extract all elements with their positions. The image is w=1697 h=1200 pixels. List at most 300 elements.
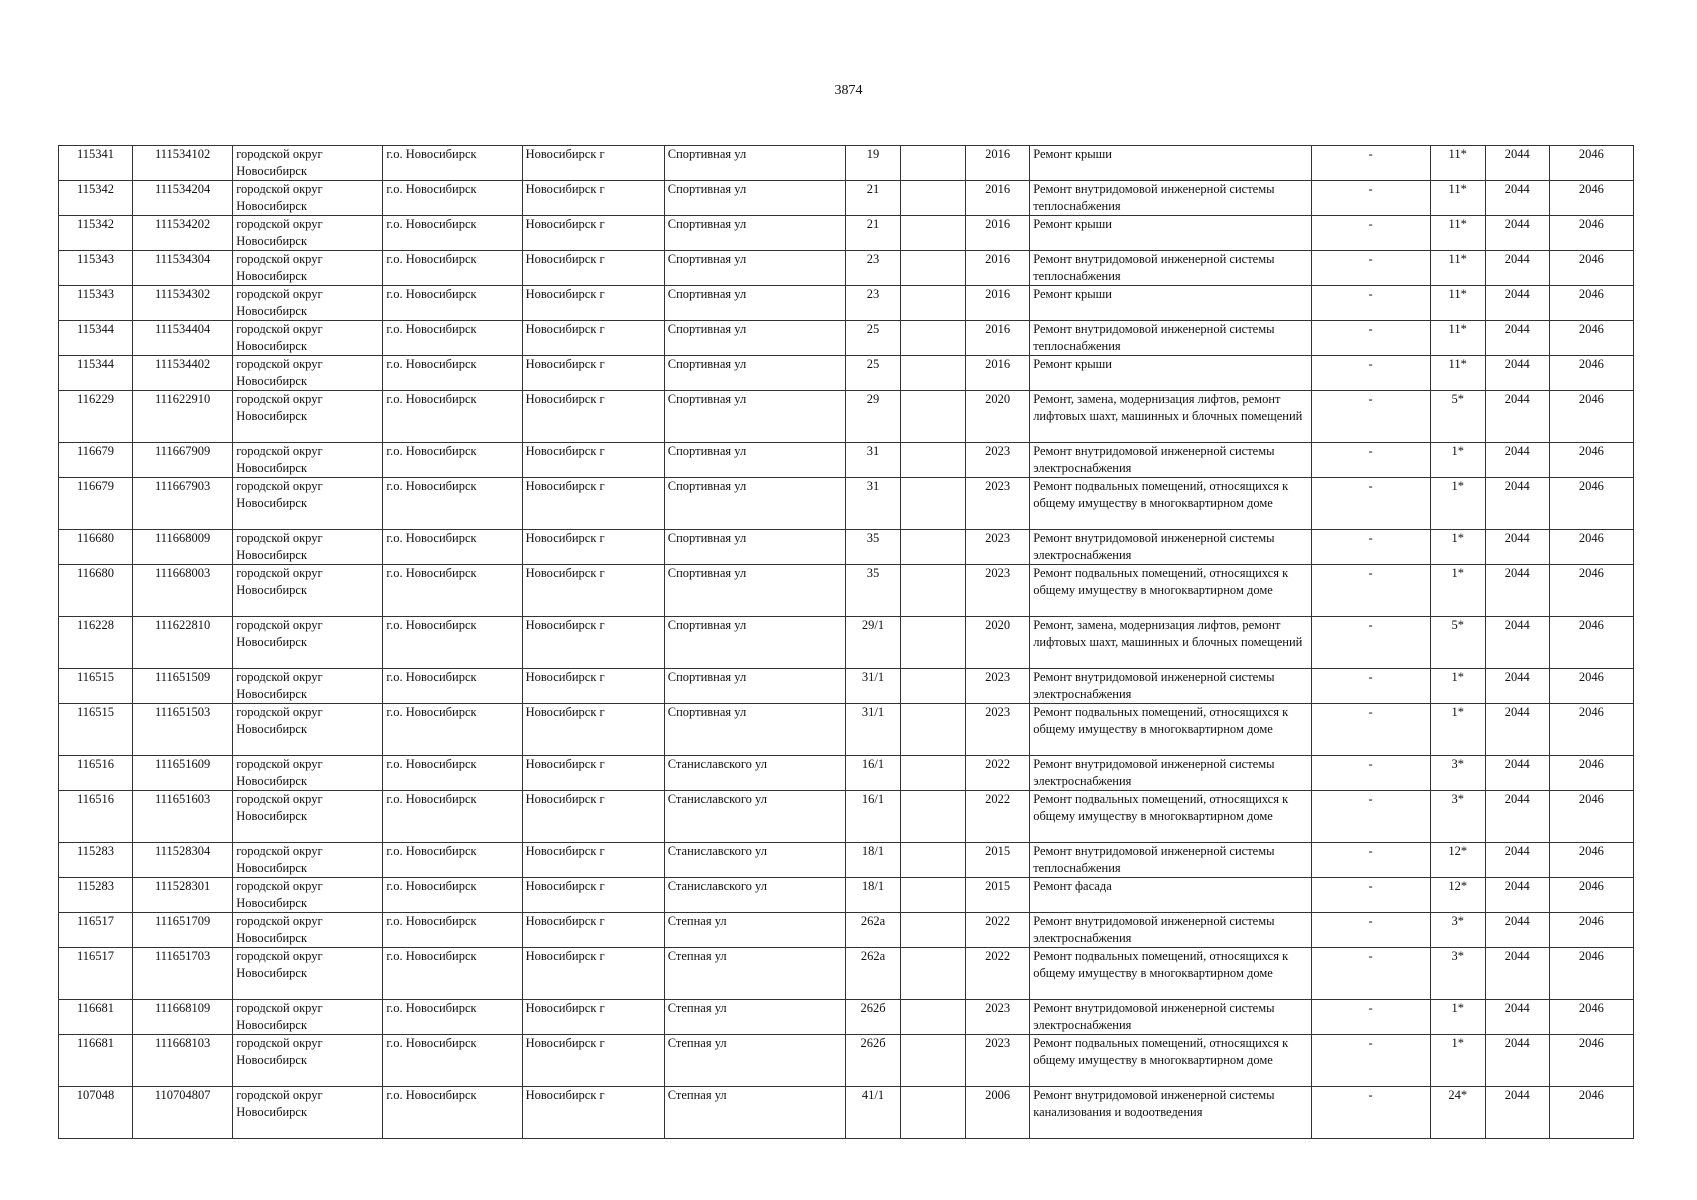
cell-street: Степная ул (664, 1035, 845, 1087)
cell-district: городской округ Новосибирск (233, 791, 383, 843)
cell-period: 5* (1430, 617, 1485, 669)
cell-start-year: 2044 (1485, 948, 1549, 1000)
cell-locality: Новосибирск г (522, 878, 664, 913)
cell-district: городской округ Новосибирск (233, 913, 383, 948)
cell-start-year: 2044 (1485, 443, 1549, 478)
cell-street: Степная ул (664, 1087, 845, 1139)
cell-house: 31 (845, 478, 900, 530)
cell-dash: - (1311, 913, 1430, 948)
cell-code: 111668103 (133, 1035, 233, 1087)
table-row (59, 181, 1634, 216)
cell-locality: Новосибирск г (522, 948, 664, 1000)
cell-municipality: г.о. Новосибирск (383, 1035, 522, 1087)
cell-municipality: г.о. Новосибирск (383, 617, 522, 669)
cell-code: 111534302 (133, 286, 233, 321)
cell-period: 1* (1430, 530, 1485, 565)
cell-code: 111667909 (133, 443, 233, 478)
cell-municipality: г.о. Новосибирск (383, 478, 522, 530)
cell-dash: - (1311, 478, 1430, 530)
cell-house: 31 (845, 443, 900, 478)
cell-code: 111668009 (133, 530, 233, 565)
cell-period: 5* (1430, 391, 1485, 443)
cell-district: городской округ Новосибирск (233, 565, 383, 617)
cell-house: 31/1 (845, 669, 900, 704)
cell-municipality: г.о. Новосибирск (383, 756, 522, 791)
cell-work-type: Ремонт крыши (1030, 356, 1311, 391)
cell-street: Степная ул (664, 913, 845, 948)
cell-street: Спортивная ул (664, 617, 845, 669)
cell-end-year: 2046 (1549, 669, 1633, 704)
cell-building (901, 286, 966, 321)
cell-code: 111534402 (133, 356, 233, 391)
page-number: 3874 (834, 83, 863, 98)
cell-municipality: г.о. Новосибирск (383, 913, 522, 948)
cell-end-year: 2046 (1549, 913, 1633, 948)
cell-district: городской округ Новосибирск (233, 391, 383, 443)
cell-house: 23 (845, 286, 900, 321)
table-row (59, 251, 1634, 286)
cell-period: 3* (1430, 948, 1485, 1000)
cell-house: 21 (845, 216, 900, 251)
cell-locality: Новосибирск г (522, 669, 664, 704)
cell-locality: Новосибирск г (522, 1035, 664, 1087)
cell-building (901, 565, 966, 617)
cell-end-year: 2046 (1549, 216, 1633, 251)
cell-district: городской округ Новосибирск (233, 617, 383, 669)
cell-year: 2016 (966, 251, 1030, 286)
cell-code: 111534202 (133, 216, 233, 251)
cell-work-type: Ремонт внутридомовой инженерной системы теплоснабжения (1030, 321, 1311, 356)
cell-building (901, 251, 966, 286)
cell-locality: Новосибирск г (522, 251, 664, 286)
cell-locality: Новосибирск г (522, 443, 664, 478)
cell-end-year: 2046 (1549, 1087, 1633, 1139)
cell-work-type: Ремонт подвальных помещений, относящихся к общему имуществу в многоквартирном доме (1030, 1035, 1311, 1087)
cell-year: 2023 (966, 669, 1030, 704)
cell-municipality: г.о. Новосибирск (383, 1000, 522, 1035)
cell-id: 115344 (59, 356, 133, 391)
cell-id: 115342 (59, 216, 133, 251)
cell-building (901, 669, 966, 704)
cell-locality: Новосибирск г (522, 181, 664, 216)
cell-code: 111534102 (133, 146, 233, 181)
cell-building (901, 216, 966, 251)
table-row (59, 286, 1634, 321)
cell-municipality: г.о. Новосибирск (383, 251, 522, 286)
cell-year: 2015 (966, 878, 1030, 913)
cell-year: 2016 (966, 146, 1030, 181)
cell-year: 2016 (966, 286, 1030, 321)
cell-end-year: 2046 (1549, 704, 1633, 756)
cell-id: 116517 (59, 948, 133, 1000)
cell-id: 116228 (59, 617, 133, 669)
cell-period: 11* (1430, 146, 1485, 181)
cell-start-year: 2044 (1485, 530, 1549, 565)
cell-dash: - (1311, 704, 1430, 756)
cell-period: 24* (1430, 1087, 1485, 1139)
cell-end-year: 2046 (1549, 321, 1633, 356)
cell-work-type: Ремонт внутридомовой инженерной системы канализования и водоотведения (1030, 1087, 1311, 1139)
table-row (59, 669, 1634, 704)
cell-house: 262а (845, 913, 900, 948)
cell-id: 116517 (59, 913, 133, 948)
cell-district: городской округ Новосибирск (233, 251, 383, 286)
cell-code: 111534304 (133, 251, 233, 286)
cell-street: Спортивная ул (664, 530, 845, 565)
cell-house: 29/1 (845, 617, 900, 669)
cell-municipality: г.о. Новосибирск (383, 530, 522, 565)
cell-locality: Новосибирск г (522, 478, 664, 530)
cell-year: 2023 (966, 1035, 1030, 1087)
cell-building (901, 181, 966, 216)
cell-work-type: Ремонт внутридомовой инженерной системы электроснабжения (1030, 443, 1311, 478)
cell-locality: Новосибирск г (522, 704, 664, 756)
cell-year: 2023 (966, 1000, 1030, 1035)
cell-dash: - (1311, 146, 1430, 181)
cell-district: городской округ Новосибирск (233, 443, 383, 478)
cell-dash: - (1311, 286, 1430, 321)
cell-end-year: 2046 (1549, 146, 1633, 181)
table-row (59, 146, 1634, 181)
cell-start-year: 2044 (1485, 617, 1549, 669)
cell-year: 2016 (966, 181, 1030, 216)
cell-id: 115283 (59, 843, 133, 878)
cell-district: городской округ Новосибирск (233, 181, 383, 216)
cell-start-year: 2044 (1485, 669, 1549, 704)
cell-end-year: 2046 (1549, 530, 1633, 565)
cell-locality: Новосибирск г (522, 530, 664, 565)
cell-year: 2022 (966, 948, 1030, 1000)
cell-id: 116515 (59, 704, 133, 756)
cell-start-year: 2044 (1485, 216, 1549, 251)
cell-house: 21 (845, 181, 900, 216)
cell-district: городской округ Новосибирск (233, 146, 383, 181)
cell-house: 35 (845, 565, 900, 617)
cell-district: городской округ Новосибирск (233, 843, 383, 878)
cell-period: 1* (1430, 443, 1485, 478)
cell-period: 12* (1430, 878, 1485, 913)
cell-dash: - (1311, 356, 1430, 391)
cell-work-type: Ремонт крыши (1030, 146, 1311, 181)
cell-id: 116680 (59, 530, 133, 565)
cell-street: Спортивная ул (664, 704, 845, 756)
cell-start-year: 2044 (1485, 181, 1549, 216)
cell-dash: - (1311, 669, 1430, 704)
cell-year: 2016 (966, 356, 1030, 391)
cell-code: 111651709 (133, 913, 233, 948)
cell-municipality: г.о. Новосибирск (383, 321, 522, 356)
cell-locality: Новосибирск г (522, 1000, 664, 1035)
cell-house: 25 (845, 356, 900, 391)
cell-end-year: 2046 (1549, 878, 1633, 913)
cell-municipality: г.о. Новосибирск (383, 443, 522, 478)
cell-period: 11* (1430, 286, 1485, 321)
cell-municipality: г.о. Новосибирск (383, 1087, 522, 1139)
cell-locality: Новосибирск г (522, 756, 664, 791)
cell-code: 110704807 (133, 1087, 233, 1139)
cell-municipality: г.о. Новосибирск (383, 791, 522, 843)
table-row (59, 791, 1634, 843)
cell-end-year: 2046 (1549, 756, 1633, 791)
cell-municipality: г.о. Новосибирск (383, 391, 522, 443)
cell-building (901, 791, 966, 843)
cell-id: 116680 (59, 565, 133, 617)
cell-municipality: г.о. Новосибирск (383, 286, 522, 321)
cell-locality: Новосибирск г (522, 356, 664, 391)
cell-year: 2015 (966, 843, 1030, 878)
cell-end-year: 2046 (1549, 948, 1633, 1000)
cell-start-year: 2044 (1485, 1000, 1549, 1035)
cell-locality: Новосибирск г (522, 617, 664, 669)
cell-dash: - (1311, 391, 1430, 443)
cell-work-type: Ремонт внутридомовой инженерной системы электроснабжения (1030, 530, 1311, 565)
table-row (59, 321, 1634, 356)
cell-street: Спортивная ул (664, 251, 845, 286)
cell-dash: - (1311, 756, 1430, 791)
cell-year: 2016 (966, 216, 1030, 251)
cell-work-type: Ремонт подвальных помещений, относящихся к общему имуществу в многоквартирном доме (1030, 565, 1311, 617)
cell-street: Спортивная ул (664, 391, 845, 443)
cell-period: 12* (1430, 843, 1485, 878)
cell-end-year: 2046 (1549, 1035, 1633, 1087)
table-row (59, 356, 1634, 391)
cell-work-type: Ремонт внутридомовой инженерной системы теплоснабжения (1030, 181, 1311, 216)
cell-end-year: 2046 (1549, 286, 1633, 321)
cell-id: 116679 (59, 443, 133, 478)
cell-end-year: 2046 (1549, 478, 1633, 530)
cell-municipality: г.о. Новосибирск (383, 704, 522, 756)
cell-end-year: 2046 (1549, 791, 1633, 843)
cell-dash: - (1311, 948, 1430, 1000)
cell-work-type: Ремонт внутридомовой инженерной системы электроснабжения (1030, 669, 1311, 704)
cell-work-type: Ремонт подвальных помещений, относящихся к общему имуществу в многоквартирном доме (1030, 791, 1311, 843)
table-row (59, 756, 1634, 791)
table-row (59, 478, 1634, 530)
cell-period: 1* (1430, 669, 1485, 704)
cell-id: 116229 (59, 391, 133, 443)
cell-street: Спортивная ул (664, 321, 845, 356)
cell-work-type: Ремонт внутридомовой инженерной системы электроснабжения (1030, 756, 1311, 791)
cell-work-type: Ремонт, замена, модернизация лифтов, ремонт лифтовых шахт, машинных и блочных помещений (1030, 391, 1311, 443)
cell-street: Станиславского ул (664, 791, 845, 843)
cell-district: городской округ Новосибирск (233, 1087, 383, 1139)
cell-period: 1* (1430, 1000, 1485, 1035)
cell-year: 2022 (966, 791, 1030, 843)
cell-start-year: 2044 (1485, 286, 1549, 321)
cell-locality: Новосибирск г (522, 216, 664, 251)
cell-street: Спортивная ул (664, 443, 845, 478)
cell-work-type: Ремонт внутридомовой инженерной системы теплоснабжения (1030, 843, 1311, 878)
cell-district: городской округ Новосибирск (233, 216, 383, 251)
cell-start-year: 2044 (1485, 1087, 1549, 1139)
cell-dash: - (1311, 565, 1430, 617)
cell-code: 111667903 (133, 478, 233, 530)
cell-code: 111651609 (133, 756, 233, 791)
cell-dash: - (1311, 1000, 1430, 1035)
cell-year: 2023 (966, 478, 1030, 530)
cell-period: 1* (1430, 478, 1485, 530)
cell-municipality: г.о. Новосибирск (383, 669, 522, 704)
cell-municipality: г.о. Новосибирск (383, 878, 522, 913)
cell-street: Станиславского ул (664, 756, 845, 791)
cell-street: Степная ул (664, 948, 845, 1000)
cell-period: 11* (1430, 356, 1485, 391)
cell-work-type: Ремонт подвальных помещений, относящихся к общему имуществу в многоквартирном доме (1030, 704, 1311, 756)
cell-building (901, 146, 966, 181)
cell-municipality: г.о. Новосибирск (383, 181, 522, 216)
cell-locality: Новосибирск г (522, 391, 664, 443)
cell-period: 3* (1430, 913, 1485, 948)
cell-district: городской округ Новосибирск (233, 356, 383, 391)
cell-street: Спортивная ул (664, 216, 845, 251)
cell-end-year: 2046 (1549, 443, 1633, 478)
cell-building (901, 1087, 966, 1139)
cell-start-year: 2044 (1485, 146, 1549, 181)
cell-id: 115342 (59, 181, 133, 216)
cell-period: 11* (1430, 321, 1485, 356)
cell-end-year: 2046 (1549, 843, 1633, 878)
cell-municipality: г.о. Новосибирск (383, 948, 522, 1000)
cell-house: 41/1 (845, 1087, 900, 1139)
cell-period: 3* (1430, 756, 1485, 791)
cell-dash: - (1311, 251, 1430, 286)
cell-street: Спортивная ул (664, 565, 845, 617)
cell-code: 111651509 (133, 669, 233, 704)
cell-locality: Новосибирск г (522, 843, 664, 878)
cell-work-type: Ремонт внутридомовой инженерной системы электроснабжения (1030, 913, 1311, 948)
cell-municipality: г.о. Новосибирск (383, 146, 522, 181)
cell-code: 111622810 (133, 617, 233, 669)
cell-locality: Новосибирск г (522, 1087, 664, 1139)
cell-start-year: 2044 (1485, 391, 1549, 443)
capital-repair-table (58, 145, 1634, 1139)
table-body (59, 146, 1634, 1139)
cell-start-year: 2044 (1485, 843, 1549, 878)
table-row (59, 617, 1634, 669)
cell-start-year: 2044 (1485, 1035, 1549, 1087)
cell-house: 16/1 (845, 756, 900, 791)
cell-period: 1* (1430, 704, 1485, 756)
cell-work-type: Ремонт подвальных помещений, относящихся к общему имуществу в многоквартирном доме (1030, 478, 1311, 530)
cell-dash: - (1311, 321, 1430, 356)
cell-period: 11* (1430, 251, 1485, 286)
cell-dash: - (1311, 181, 1430, 216)
cell-municipality: г.о. Новосибирск (383, 565, 522, 617)
cell-code: 111651703 (133, 948, 233, 1000)
table-row (59, 913, 1634, 948)
cell-district: городской округ Новосибирск (233, 1000, 383, 1035)
cell-house: 18/1 (845, 843, 900, 878)
cell-district: городской округ Новосибирск (233, 530, 383, 565)
table-row (59, 1035, 1634, 1087)
cell-house: 19 (845, 146, 900, 181)
table-row (59, 1000, 1634, 1035)
cell-id: 116516 (59, 756, 133, 791)
cell-code: 111651603 (133, 791, 233, 843)
cell-locality: Новосибирск г (522, 321, 664, 356)
table-row (59, 216, 1634, 251)
cell-locality: Новосибирск г (522, 913, 664, 948)
cell-start-year: 2044 (1485, 704, 1549, 756)
cell-locality: Новосибирск г (522, 286, 664, 321)
cell-year: 2023 (966, 704, 1030, 756)
cell-start-year: 2044 (1485, 756, 1549, 791)
cell-start-year: 2044 (1485, 878, 1549, 913)
cell-work-type: Ремонт крыши (1030, 286, 1311, 321)
table-row (59, 704, 1634, 756)
cell-year: 2016 (966, 321, 1030, 356)
cell-house: 29 (845, 391, 900, 443)
cell-building (901, 1000, 966, 1035)
table-row (59, 391, 1634, 443)
cell-district: городской округ Новосибирск (233, 756, 383, 791)
cell-id: 115344 (59, 321, 133, 356)
cell-building (901, 843, 966, 878)
cell-dash: - (1311, 216, 1430, 251)
table-row (59, 843, 1634, 878)
cell-district: городской округ Новосибирск (233, 286, 383, 321)
cell-start-year: 2044 (1485, 321, 1549, 356)
cell-street: Спортивная ул (664, 286, 845, 321)
cell-street: Станиславского ул (664, 843, 845, 878)
cell-period: 1* (1430, 1035, 1485, 1087)
cell-start-year: 2044 (1485, 565, 1549, 617)
cell-district: городской округ Новосибирск (233, 878, 383, 913)
cell-year: 2023 (966, 530, 1030, 565)
cell-dash: - (1311, 878, 1430, 913)
cell-end-year: 2046 (1549, 181, 1633, 216)
cell-code: 111534404 (133, 321, 233, 356)
cell-building (901, 1035, 966, 1087)
cell-year: 2022 (966, 913, 1030, 948)
table-row (59, 565, 1634, 617)
cell-building (901, 356, 966, 391)
cell-building (901, 756, 966, 791)
cell-year: 2020 (966, 391, 1030, 443)
cell-building (901, 391, 966, 443)
cell-code: 111668003 (133, 565, 233, 617)
cell-year: 2020 (966, 617, 1030, 669)
cell-code: 111528304 (133, 843, 233, 878)
cell-code: 111651503 (133, 704, 233, 756)
cell-dash: - (1311, 617, 1430, 669)
cell-id: 115343 (59, 286, 133, 321)
cell-house: 262б (845, 1035, 900, 1087)
cell-end-year: 2046 (1549, 617, 1633, 669)
cell-dash: - (1311, 1087, 1430, 1139)
cell-district: городской округ Новосибирск (233, 669, 383, 704)
cell-street: Спортивная ул (664, 356, 845, 391)
cell-end-year: 2046 (1549, 391, 1633, 443)
cell-year: 2023 (966, 565, 1030, 617)
cell-work-type: Ремонт внутридомовой инженерной системы электроснабжения (1030, 1000, 1311, 1035)
cell-end-year: 2046 (1549, 251, 1633, 286)
cell-start-year: 2044 (1485, 251, 1549, 286)
cell-start-year: 2044 (1485, 478, 1549, 530)
cell-id: 116681 (59, 1035, 133, 1087)
cell-period: 11* (1430, 216, 1485, 251)
cell-street: Спортивная ул (664, 146, 845, 181)
cell-locality: Новосибирск г (522, 565, 664, 617)
cell-house: 23 (845, 251, 900, 286)
table-row (59, 530, 1634, 565)
cell-id: 116516 (59, 791, 133, 843)
cell-district: городской округ Новосибирск (233, 478, 383, 530)
cell-house: 18/1 (845, 878, 900, 913)
cell-municipality: г.о. Новосибирск (383, 216, 522, 251)
cell-id: 115283 (59, 878, 133, 913)
cell-building (901, 530, 966, 565)
